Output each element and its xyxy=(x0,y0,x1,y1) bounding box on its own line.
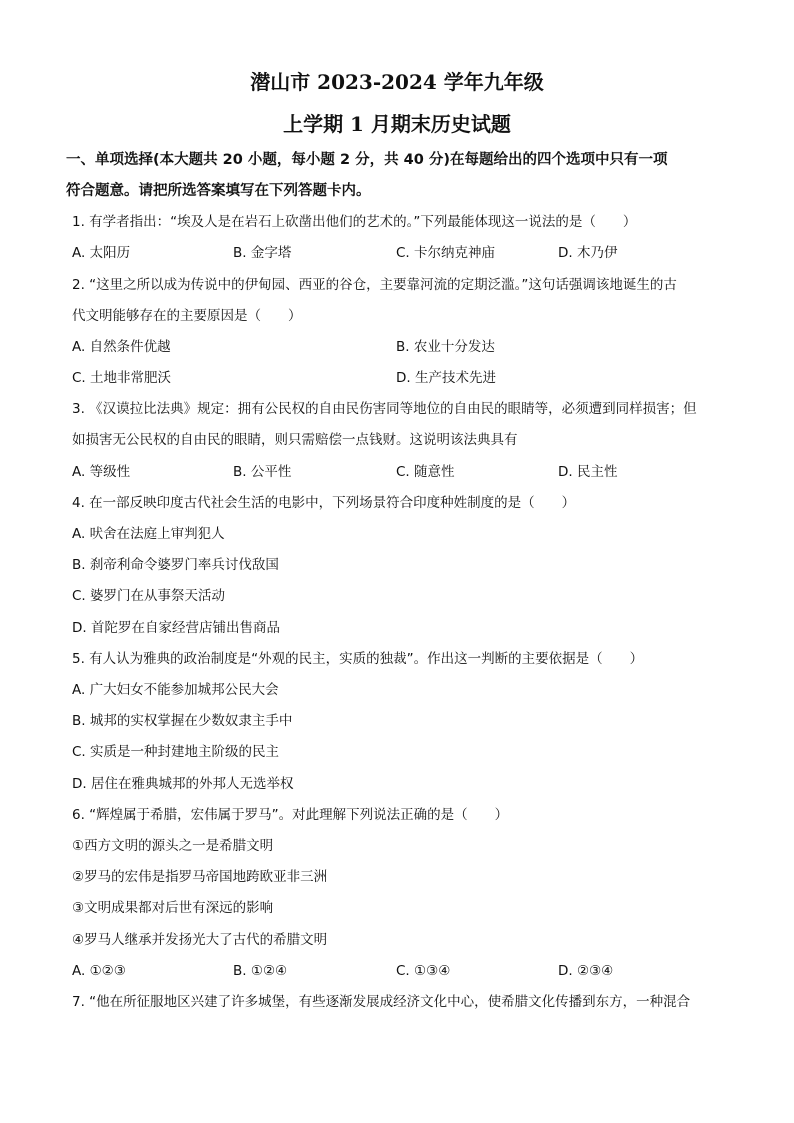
question-3-option-b: B. 公平性 xyxy=(233,464,292,480)
question-6-option-c: C. ①③④ xyxy=(396,963,451,979)
question-6-statement-1: ①西方文明的源头之一是希腊文明 xyxy=(72,838,274,854)
question-2-stem-line-1: 2. “这里之所以成为传说中的伊甸园、西亚的谷仓，主要靠河流的定期泛滥。”这句话强调该地诞生的古 xyxy=(72,277,677,293)
question-7-stem: 7. “他在所征服地区兴建了许多城堡，有些逐渐发展成经济文化中心，使希腊文化传播到东方，一种混合 xyxy=(72,994,691,1010)
question-5-option-a: A. 广大妇女不能参加城邦公民大会 xyxy=(72,682,279,698)
question-4-option-c: C. 婆罗门在从事祭天活动 xyxy=(72,588,226,604)
question-3-stem-line-1: 3. 《汉谟拉比法典》规定：拥有公民权的自由民伤害同等地位的自由民的眼睛等，必须遭到同样损害；但 xyxy=(72,401,697,417)
question-2-option-b: B. 农业十分发达 xyxy=(396,339,495,355)
exam-title-line-2: 上学期 1 月期末历史试题 xyxy=(283,112,511,136)
question-6-option-a: A. ①②③ xyxy=(72,963,126,979)
question-2-stem-line-2: 代文明能够存在的主要原因是（ ） xyxy=(72,308,302,324)
question-5-stem: 5. 有人认为雅典的政治制度是“外观的民主，实质的独裁”。作出这一判断的主要依据是（ ） xyxy=(72,651,644,667)
question-5-option-c: C. 实质是一种封建地主阶级的民主 xyxy=(72,744,280,760)
question-2-option-a: A. 自然条件优越 xyxy=(72,339,171,355)
question-6-option-b: B. ①②④ xyxy=(233,963,288,979)
question-5-option-d: D. 居住在雅典城邦的外邦人无选举权 xyxy=(72,776,294,792)
question-3-option-d: D. 民主性 xyxy=(558,464,618,480)
question-3-option-c: C. 随意性 xyxy=(396,464,455,480)
question-1-option-d: D. 木乃伊 xyxy=(558,245,618,261)
question-2-option-d: D. 生产技术先进 xyxy=(396,370,496,386)
question-4-option-d: D. 首陀罗在自家经营店铺出售商品 xyxy=(72,620,280,636)
question-1-option-b: B. 金字塔 xyxy=(233,245,292,261)
question-6-statement-2: ②罗马的宏伟是指罗马帝国地跨欧亚非三洲 xyxy=(72,869,328,885)
question-1-stem: 1. 有学者指出：“埃及人是在岩石上砍凿出他们的艺术的。”下列最能体现这一说法的是（ ） xyxy=(72,214,637,230)
question-1-option-c: C. 卡尔纳克神庙 xyxy=(396,245,496,261)
question-4-option-a: A. 吠舍在法庭上审判犯人 xyxy=(72,526,225,542)
exam-title-line-1: 潜山市 2023-2024 学年九年级 xyxy=(250,70,544,94)
question-3-stem-line-2: 如损害无公民权的自由民的眼睛，则只需赔偿一点钱财。这说明该法典具有 xyxy=(72,432,518,448)
question-5-option-b: B. 城邦的实权掌握在少数奴隶主手中 xyxy=(72,713,293,729)
question-4-stem: 4. 在一部反映印度古代社会生活的电影中，下列场景符合印度种姓制度的是（ ） xyxy=(72,495,576,511)
section-heading-line-2: 符合题意。请把所选答案填写在下列答题卡内。 xyxy=(66,183,371,199)
question-6-statement-4: ④罗马人继承并发扬光大了古代的希腊文明 xyxy=(72,932,328,948)
question-1-option-a: A. 太阳历 xyxy=(72,245,131,261)
question-4-option-b: B. 刹帝利命令婆罗门率兵讨伐敌国 xyxy=(72,557,279,573)
question-6-option-d: D. ②③④ xyxy=(558,963,614,979)
section-heading-line-1: 一、单项选择(本大题共 20 小题，每小题 2 分，共 40 分)在每题给出的四个选项中只有一项 xyxy=(66,152,668,168)
question-6-statement-3: ③文明成果都对后世有深远的影响 xyxy=(72,900,274,916)
question-2-option-c: C. 土地非常肥沃 xyxy=(72,370,172,386)
question-3-option-a: A. 等级性 xyxy=(72,464,131,480)
question-6-stem: 6. “辉煌属于希腊，宏伟属于罗马”。对此理解下列说法正确的是（ ） xyxy=(72,807,509,823)
